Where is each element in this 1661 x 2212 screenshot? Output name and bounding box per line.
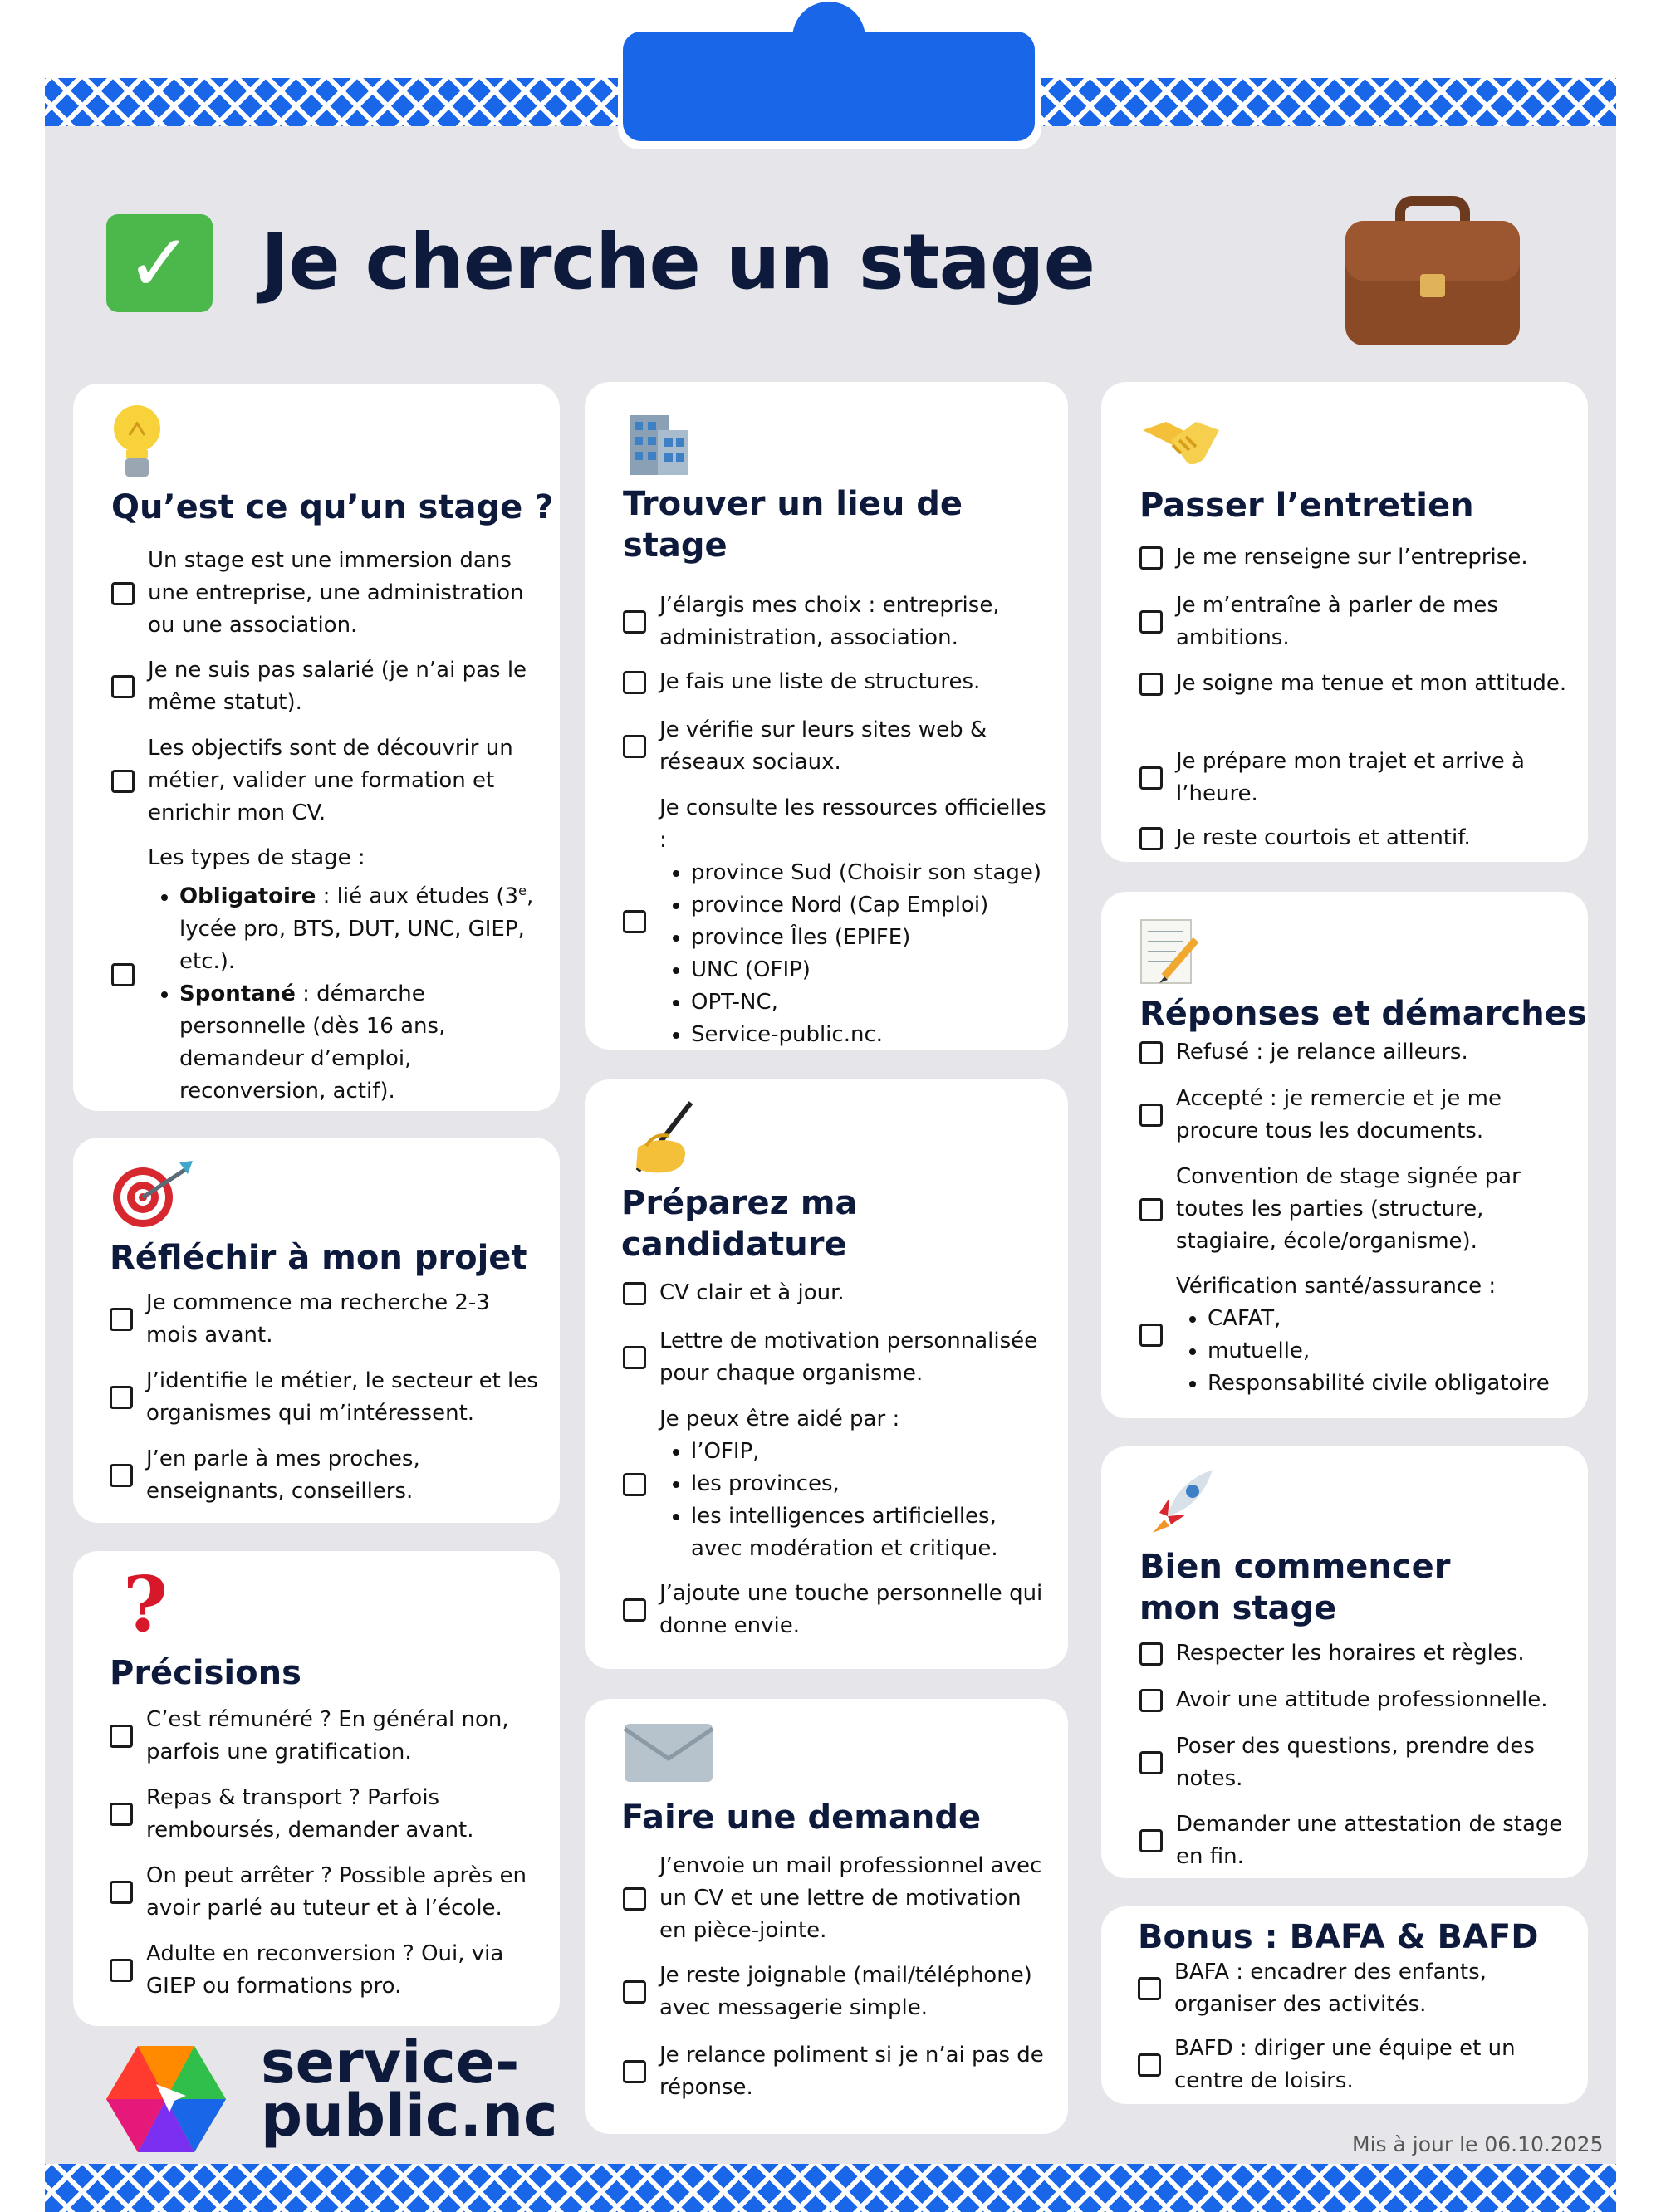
- checklist-item[interactable]: [623, 590, 1048, 654]
- list-bullet: • province Sud (Choisir son stage): [691, 857, 1048, 889]
- bullet-text: , lycée pro, BTS, DUT, UNC, GIEP, etc.).: [179, 883, 534, 974]
- item-text: J’élargis mes choix : entreprise, administration, association.: [659, 593, 1000, 650]
- checklist-item[interactable]: [1139, 1808, 1568, 1873]
- item-text: Repas & transport ? Parfois remboursés, demander avant.: [146, 1785, 474, 1843]
- card-heading: Trouver un lieu de stage: [623, 485, 963, 565]
- card-heading: Préparez ma candidature: [621, 1184, 858, 1264]
- memo-icon: [1139, 918, 1199, 985]
- item-text: Poser des questions, prendre des notes.: [1176, 1734, 1535, 1791]
- list-intro: Je consulte les ressources officielles :: [659, 795, 1046, 853]
- checkbox[interactable]: [1139, 1324, 1163, 1347]
- bullet-text: : lié aux études (3: [316, 883, 519, 909]
- checklist-item[interactable]: [110, 1365, 540, 1430]
- list-bullet: [179, 978, 540, 1108]
- item-text: [659, 792, 1048, 1051]
- item-text: Je commence ma recherche 2-3 mois avant.: [146, 1290, 490, 1348]
- update-date: Mis à jour le 06.10.2025: [1352, 2132, 1604, 2156]
- checkbox[interactable]: [111, 963, 135, 986]
- checklist-item[interactable]: [623, 2039, 1048, 2104]
- list-bullet: • Service-public.nc.: [691, 1019, 1048, 1051]
- light-bulb-icon: [111, 402, 163, 482]
- checklist-item[interactable]: [623, 1850, 1048, 1947]
- item-text: C’est rémunéré ? En général non, parfois une gratification.: [146, 1707, 509, 1764]
- item-text: On peut arrêter ? Possible après en avoir parlé au tuteur et à l’école.: [146, 1863, 527, 1921]
- card-trouver-un-lieu-de-stage: [585, 382, 1068, 1050]
- bold-term: Obligatoire: [179, 883, 316, 909]
- handshake-icon: [1139, 414, 1222, 473]
- checklist-item[interactable]: [623, 1403, 1048, 1565]
- card-reponses-et-demarches: [1101, 892, 1588, 1418]
- checklist-item[interactable]: [1139, 746, 1568, 810]
- item-text: Respecter les horaires et règles.: [1176, 1641, 1525, 1666]
- item-text: Accepté : je remercie et je me procure tous les documents.: [1176, 1086, 1502, 1143]
- checkbox[interactable]: [110, 1881, 133, 1904]
- item-text: Un stage est une immersion dans une entreprise, une administration ou une association.: [148, 548, 524, 638]
- checklist-item[interactable]: [1138, 2033, 1568, 2097]
- item-text: Je prépare mon trajet et arrive à l’heure.: [1176, 749, 1525, 806]
- check-mark-icon: ✓: [106, 214, 213, 312]
- checkbox[interactable]: [623, 610, 646, 634]
- item-text: Les objectifs sont de découvrir un métier, valider une formation et enrichir mon CV.: [148, 736, 513, 825]
- checklist-item[interactable]: [1139, 1684, 1568, 1716]
- logo-line-2: public.nc: [261, 2082, 558, 2150]
- checklist-item[interactable]: [111, 732, 540, 830]
- checkbox[interactable]: [111, 582, 135, 605]
- briefcase-icon: [1342, 191, 1523, 349]
- checkbox[interactable]: [623, 1473, 646, 1496]
- checklist-item[interactable]: [623, 1325, 1048, 1390]
- checkbox[interactable]: [623, 910, 646, 933]
- checklist-item[interactable]: [623, 792, 1048, 1051]
- checkbox[interactable]: [1139, 1689, 1163, 1712]
- service-public-logo[interactable]: [105, 2043, 228, 2156]
- item-text: BAFA : encadrer des enfants, organiser des activités.: [1174, 1960, 1487, 2017]
- checkbox[interactable]: [111, 770, 135, 793]
- checkbox[interactable]: [1139, 1751, 1163, 1774]
- office-building-icon: [625, 407, 693, 475]
- bullet-text: : démarche personnelle (dès 16 ans, demandeur d’emploi, reconversion, actif).: [179, 981, 446, 1104]
- list-bullet: • mutuelle,: [1208, 1335, 1550, 1368]
- item-text: [148, 842, 540, 1108]
- item-text: CV clair et à jour.: [659, 1280, 845, 1305]
- item-text: Je relance poliment si je n’ai pas de réponse.: [659, 2043, 1044, 2100]
- card-heading: Bonus : BAFA & BAFD: [1138, 1918, 1539, 1956]
- checklist-item[interactable]: [110, 1287, 540, 1352]
- list-bullet: • les intelligences artificielles, avec modération et critique.: [691, 1500, 1048, 1565]
- logo-line-1: service-: [261, 2028, 520, 2097]
- clipboard-clip-tab: [792, 2, 865, 51]
- checkbox[interactable]: [623, 671, 646, 694]
- writing-hand-icon: [621, 1098, 704, 1177]
- item-text: J’en parle à mes proches, enseignants, conseillers.: [146, 1446, 420, 1504]
- item-text: Lettre de motivation personnalisée pour chaque organisme.: [659, 1329, 1038, 1386]
- checkbox[interactable]: [623, 1282, 646, 1305]
- logo-wordmark[interactable]: [261, 2028, 558, 2150]
- card-reflechir-a-mon-projet: [73, 1138, 560, 1523]
- checkbox[interactable]: [623, 1980, 646, 2004]
- list-bullet: [179, 874, 540, 978]
- checklist-item[interactable]: [1139, 1083, 1568, 1148]
- item-text: BAFD : diriger une équipe et un centre de loisirs.: [1174, 2036, 1516, 2093]
- item-text: Adulte en reconversion ? Oui, via GIEP ou formations pro.: [146, 1941, 504, 1999]
- item-text: Refusé : je relance ailleurs.: [1176, 1040, 1468, 1064]
- checkbox[interactable]: [1139, 766, 1163, 790]
- list-intro: Les types de stage :: [148, 845, 365, 870]
- checkbox[interactable]: [623, 1598, 646, 1622]
- list-bullet: • les provinces,: [691, 1468, 1048, 1500]
- envelope-icon: [623, 1722, 714, 1784]
- list-bullet: • OPT-NC,: [691, 986, 1048, 1019]
- item-text: Je vérifie sur leurs sites web & réseaux sociaux.: [659, 717, 987, 775]
- card-bien-commencer-mon-stage: [1101, 1446, 1588, 1878]
- item-text: [1176, 1270, 1550, 1400]
- card-heading: Précisions: [110, 1654, 301, 1692]
- list-intro: Je peux être aidé par :: [659, 1407, 900, 1431]
- checklist-item[interactable]: [1139, 1161, 1568, 1258]
- bottom-pattern-band: [45, 2164, 1616, 2212]
- checkbox[interactable]: [1138, 2053, 1161, 2077]
- target-icon: [110, 1159, 196, 1229]
- question-mark-icon: ?: [123, 1559, 168, 1649]
- checkbox[interactable]: [1138, 1977, 1161, 2000]
- checklist-item[interactable]: [1139, 1730, 1568, 1795]
- checklist-item[interactable]: [1139, 822, 1568, 854]
- checklist-item[interactable]: [1139, 1036, 1568, 1069]
- list-bullet: • province Nord (Cap Emploi): [691, 889, 1048, 922]
- checkbox[interactable]: [110, 1386, 133, 1409]
- item-text: Je me renseigne sur l’entreprise.: [1176, 545, 1528, 570]
- card-heading: Passer l’entretien: [1139, 487, 1474, 525]
- checkbox[interactable]: [110, 1725, 133, 1748]
- list-bullet: • CAFAT,: [1208, 1303, 1550, 1335]
- bold-term: Spontané: [179, 981, 296, 1006]
- checklist-item[interactable]: [623, 1578, 1048, 1642]
- item-text: J’envoie un mail professionnel avec un CV et une lettre de motivation en pièce-jointe.: [659, 1853, 1042, 1943]
- card-heading: Faire une demande: [621, 1798, 982, 1837]
- card-heading: Bien commencer mon stage: [1139, 1548, 1451, 1627]
- checkbox[interactable]: [623, 1346, 646, 1369]
- list-bullet: • province Îles (EPIFE): [691, 922, 1048, 954]
- checkbox[interactable]: [623, 735, 646, 758]
- checklist-item[interactable]: [110, 1443, 540, 1508]
- item-text: Je reste courtois et attentif.: [1176, 825, 1471, 850]
- checklist-item[interactable]: [111, 654, 540, 719]
- card-precisions: [73, 1551, 560, 2026]
- checklist-item[interactable]: [1139, 668, 1568, 700]
- card-preparez-ma-candidature: [585, 1079, 1068, 1669]
- list-bullet: • UNC (OFIP): [691, 954, 1048, 986]
- checklist-item[interactable]: [111, 842, 540, 1108]
- list-intro: Vérification santé/assurance :: [1176, 1274, 1497, 1299]
- checklist-item[interactable]: [623, 666, 1048, 698]
- checklist-item[interactable]: [1139, 1637, 1568, 1670]
- checkbox[interactable]: [1139, 827, 1163, 850]
- checkbox[interactable]: [110, 1464, 133, 1487]
- checkbox[interactable]: [110, 1959, 133, 1982]
- item-text: Je reste joignable (mail/téléphone) avec messagerie simple.: [659, 1963, 1032, 2020]
- checkbox[interactable]: [1139, 1198, 1163, 1221]
- checklist-item[interactable]: [623, 714, 1048, 779]
- card-passer-l-entretien: [1101, 382, 1588, 862]
- checklist-item[interactable]: [1139, 541, 1568, 574]
- checkbox[interactable]: [1139, 610, 1163, 634]
- checkbox[interactable]: [1139, 546, 1163, 570]
- card-faire-une-demande: [585, 1699, 1068, 2134]
- superscript: e: [518, 883, 527, 898]
- checklist-item[interactable]: [110, 1860, 540, 1925]
- item-text: Je soigne ma tenue et mon attitude.: [1176, 671, 1567, 696]
- checkbox[interactable]: [623, 1887, 646, 1911]
- checklist-item[interactable]: [623, 1960, 1048, 2024]
- rocket-icon: [1148, 1466, 1218, 1536]
- card-heading: Qu’est ce qu’un stage ?: [111, 488, 554, 526]
- checkbox[interactable]: [1139, 1041, 1163, 1064]
- checklist-item[interactable]: [110, 1938, 540, 2003]
- item-text: J’ajoute une touche personnelle qui donne envie.: [659, 1581, 1043, 1638]
- checkbox[interactable]: [1139, 673, 1163, 696]
- checklist-item[interactable]: [623, 1277, 1048, 1309]
- checkbox[interactable]: [1139, 1104, 1163, 1127]
- item-text: Avoir une attitude professionnelle.: [1176, 1687, 1548, 1712]
- item-text: Demander une attestation de stage en fin.: [1176, 1812, 1563, 1869]
- checklist-item[interactable]: [1138, 1956, 1568, 2021]
- checkbox[interactable]: [110, 1308, 133, 1331]
- checklist-item[interactable]: [111, 545, 540, 642]
- card-bonus-bafa-bafd: [1101, 1906, 1588, 2104]
- checklist-item[interactable]: [1139, 1270, 1568, 1400]
- checklist-item[interactable]: [1139, 590, 1568, 654]
- item-text: Je m’entraîne à parler de mes ambitions.: [1176, 593, 1498, 650]
- item-text: Je ne suis pas salarié (je n’ai pas le même statut).: [148, 658, 527, 715]
- item-text: [659, 1403, 1048, 1565]
- item-text: Je fais une liste de structures.: [659, 669, 981, 694]
- checkbox[interactable]: [1139, 1829, 1163, 1852]
- list-bullet: • l’OFIP,: [691, 1436, 1048, 1468]
- card-qu-est-ce-qu-un-stage: [73, 384, 560, 1111]
- item-text: J’identifie le métier, le secteur et les organismes qui m’intéressent.: [146, 1368, 538, 1426]
- page-title: Je cherche un stage: [261, 218, 1095, 306]
- card-heading: Réponses et démarches: [1139, 995, 1587, 1033]
- checkbox[interactable]: [1139, 1642, 1163, 1666]
- checkbox[interactable]: [623, 2060, 646, 2083]
- checklist-item[interactable]: [110, 1782, 540, 1847]
- card-heading: Réfléchir à mon projet: [110, 1239, 527, 1277]
- item-text: Convention de stage signée par toutes les parties (structure, stagiaire, école/organisme).: [1176, 1164, 1521, 1254]
- list-bullet: • Responsabilité civile obligatoire: [1208, 1368, 1550, 1400]
- checkbox[interactable]: [110, 1803, 133, 1826]
- checkbox[interactable]: [111, 675, 135, 698]
- checklist-item[interactable]: [110, 1704, 540, 1769]
